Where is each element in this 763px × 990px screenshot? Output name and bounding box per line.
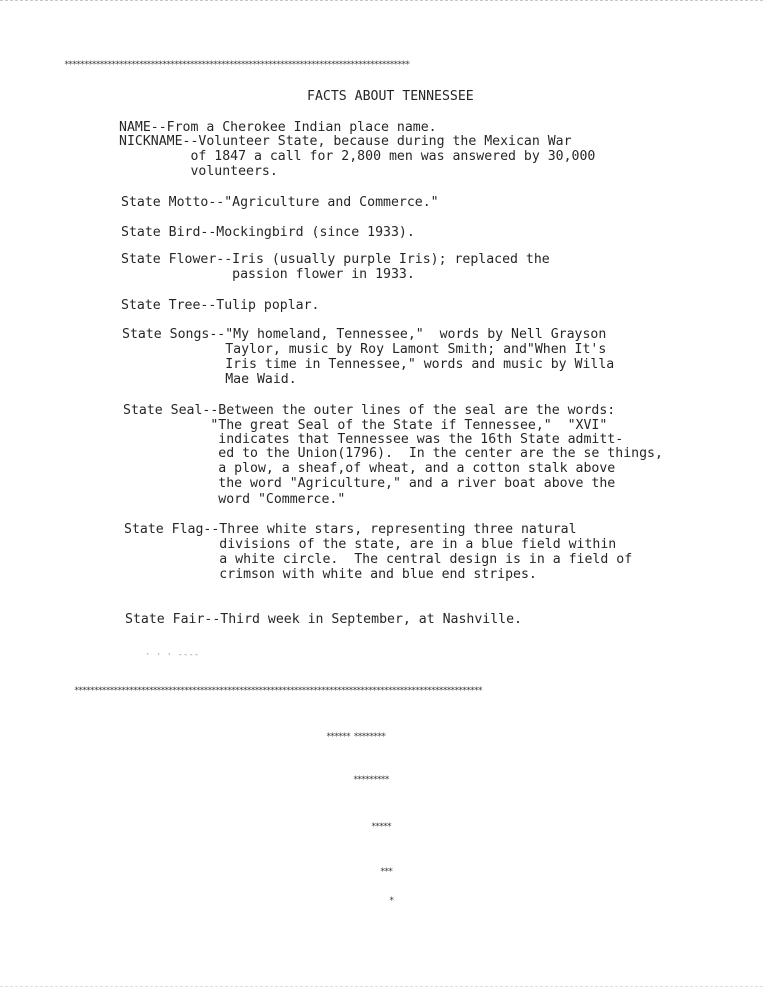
nickname-line: volunteers. xyxy=(119,164,278,179)
bottom-asterisk-rule: ******************************************************************************************************** xyxy=(74,686,482,696)
state-seal-line: ed to the Union(1796). In the center are the se things, xyxy=(123,446,663,461)
state-flag-line: divisions of the state, are in a blue field within xyxy=(124,537,617,552)
state-tree: State Tree--Tulip poplar. xyxy=(121,298,320,313)
state-seal-line: the word "Agriculture," and a river boat above the xyxy=(123,476,616,491)
state-flag-line: State Flag--Three white stars, representing three natural xyxy=(124,522,577,537)
page-bottom-edge xyxy=(0,986,763,987)
page-top-edge xyxy=(0,0,763,1)
page-title: FACTS ABOUT TENNESSEE xyxy=(307,89,474,104)
state-songs-line: Mae Waid. xyxy=(122,372,297,387)
state-seal-line: State Seal--Between the outer lines of the seal are the words: xyxy=(123,403,616,418)
state-seal-line: "The great Seal of the State if Tennessee," "XVI" xyxy=(123,418,608,433)
taper-rule-4: *** xyxy=(380,867,392,877)
nickname-line: of 1847 a call for 2,800 men was answered by 30,000 xyxy=(119,149,596,164)
state-seal-line: indicates that Tennessee was the 16th State admitt- xyxy=(123,432,624,447)
state-flower-line: passion flower in 1933. xyxy=(121,267,415,282)
state-songs-line: Iris time in Tennessee," words and music by Willa xyxy=(122,357,615,372)
taper-rule-2: ********* xyxy=(353,775,389,785)
state-motto: State Motto--"Agriculture and Commerce." xyxy=(121,195,439,210)
taper-rule-5: * xyxy=(389,896,393,906)
state-songs-line: Taylor, music by Roy Lamont Smith; and"When It's xyxy=(122,342,607,357)
state-bird: State Bird--Mockingbird (since 1933). xyxy=(121,225,415,240)
state-seal-line: word "Commerce." xyxy=(123,492,346,507)
nickname-line: NICKNAME--Volunteer State, because during the Mexican War xyxy=(119,134,572,149)
state-seal-line: a plow, a sheaf,of wheat, and a cotton stalk above xyxy=(123,461,616,476)
taper-rule-1: ****** ******** xyxy=(326,732,385,742)
state-flower-line: State Flower--Iris (usually purple Iris); replaced the xyxy=(121,252,550,267)
state-songs-line: State Songs--"My homeland, Tennessee," words by Nell Grayson xyxy=(122,327,607,342)
stray-mark: · · · ---- xyxy=(145,650,200,660)
state-flag-line: a white circle. The central design is in a field of xyxy=(124,552,633,567)
taper-rule-3: ***** xyxy=(371,822,391,832)
name-line: NAME--From a Cherokee Indian place name. xyxy=(119,120,437,135)
top-asterisk-rule: **************************************************************************************** xyxy=(64,60,409,70)
state-fair: State Fair--Third week in September, at Nashville. xyxy=(125,612,522,627)
state-flag-line: crimson with white and blue end stripes. xyxy=(124,567,537,582)
